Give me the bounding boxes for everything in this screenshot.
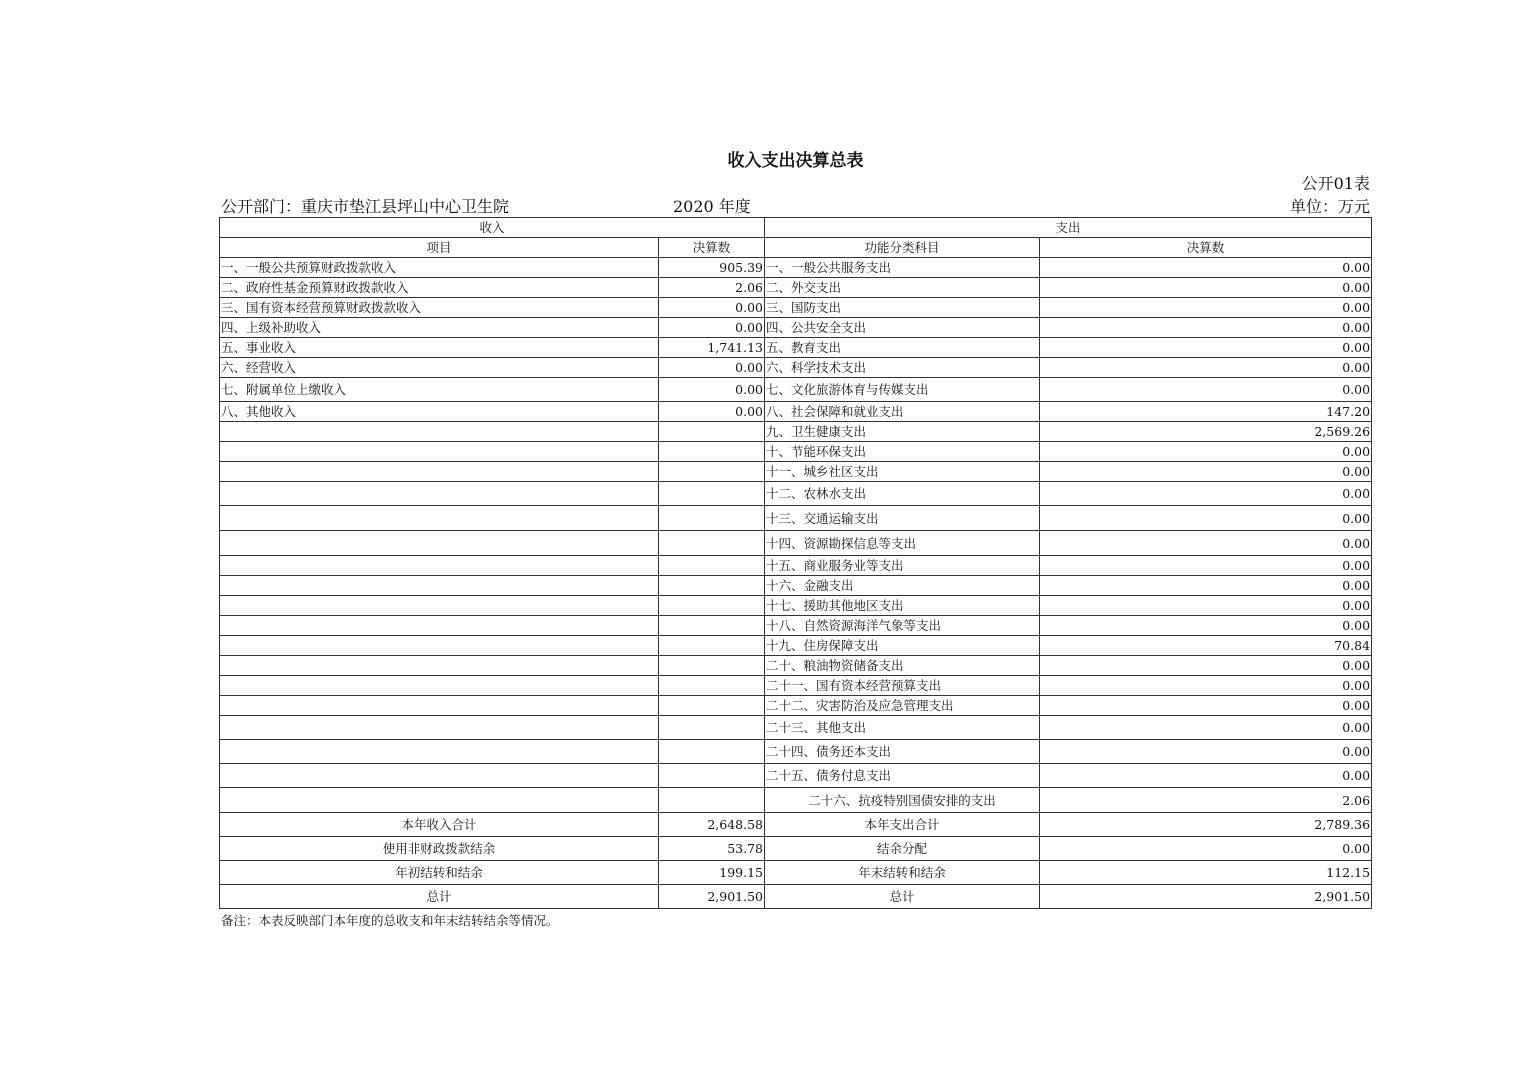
expense-item-header: 功能分类科目 [765,238,1040,258]
footnote: 备注：本表反映部门本年度的总收支和年末结转结余等情况。 [221,913,559,928]
expense-item-cell: 四、公共安全支出 [765,318,1040,338]
table-row [220,656,1372,676]
expense-amount-cell: 0.00 [1040,258,1372,278]
income-item-header: 项目 [220,238,659,258]
income-amount-cell [659,716,765,740]
income-item-cell [220,696,659,716]
income-item-cell [220,636,659,656]
total-row [220,837,1372,861]
income-expense-table [219,217,1372,909]
income-amount-cell: 0.00 [659,298,765,318]
income-amount-cell [659,616,765,636]
expense-item-cell: 二十五、债务付息支出 [765,764,1040,788]
income-item-cell [220,716,659,740]
income-amount-cell: 0.00 [659,358,765,378]
expense-amount-cell: 0.00 [1040,556,1372,576]
expense-amount-cell: 147.20 [1040,402,1372,422]
table-row [220,298,1372,318]
expense-item-cell: 十六、金融支出 [765,576,1040,596]
table-row [220,596,1372,616]
income-item-cell [220,442,659,462]
income-item-cell [220,788,659,813]
expense-amount-cell: 0.00 [1040,338,1372,358]
income-item-cell [220,422,659,442]
income-item-cell: 六、经营收入 [220,358,659,378]
expense-item-cell: 十七、援助其他地区支出 [765,596,1040,616]
table-row [220,764,1372,788]
income-item-cell [220,616,659,636]
income-item-cell: 三、国有资本经营预算财政拨款收入 [220,298,659,318]
expense-item-cell: 十九、住房保障支出 [765,636,1040,656]
expense-item-cell: 十二、农林水支出 [765,482,1040,506]
table-row [220,616,1372,636]
expense-item-cell: 一、一般公共服务支出 [765,258,1040,278]
table-row [220,740,1372,764]
income-item-cell [220,576,659,596]
income-amount-cell [659,656,765,676]
expense-amount-cell: 2.06 [1040,788,1372,813]
income-amount-cell: 0.00 [659,378,765,402]
income-total-value: 53.78 [659,837,765,861]
expense-amount-cell: 2,569.26 [1040,422,1372,442]
expense-item-cell: 二十六、抗疫特别国债安排的支出 [765,788,1040,813]
expense-item-cell: 九、卫生健康支出 [765,422,1040,442]
income-item-cell [220,596,659,616]
department-label: 公开部门：重庆市垫江县坪山中心卫生院 [221,197,510,216]
expense-amount-cell: 0.00 [1040,318,1372,338]
column-header-row [220,238,1372,258]
income-amount-cell [659,462,765,482]
expense-item-cell: 六、科学技术支出 [765,358,1040,378]
income-amount-cell [659,482,765,506]
income-item-cell: 四、上级补助收入 [220,318,659,338]
expense-amount-cell: 0.00 [1040,462,1372,482]
expense-amount-cell: 0.00 [1040,442,1372,462]
expense-item-cell: 二十三、其他支出 [765,716,1040,740]
expense-amount-cell: 0.00 [1040,576,1372,596]
table-row [220,716,1372,740]
income-item-cell [220,656,659,676]
expense-item-cell: 二十二、灾害防治及应急管理支出 [765,696,1040,716]
expense-item-cell: 十八、自然资源海洋气象等支出 [765,616,1040,636]
income-amount-cell: 905.39 [659,258,765,278]
expense-amount-cell: 0.00 [1040,482,1372,506]
table-row [220,636,1372,656]
table-row [220,506,1372,531]
income-item-cell: 七、附属单位上缴收入 [220,378,659,402]
income-total-label: 本年收入合计 [220,813,659,837]
unit-label: 单位：万元 [1289,197,1370,216]
expense-amount-cell: 0.00 [1040,764,1372,788]
expense-item-cell: 二十一、国有资本经营预算支出 [765,676,1040,696]
expense-amount-cell: 0.00 [1040,616,1372,636]
income-item-cell: 一、一般公共预算财政拨款收入 [220,258,659,278]
income-amount-cell [659,556,765,576]
table-row [220,676,1372,696]
income-amount-cell: 2.06 [659,278,765,298]
expense-total-label: 总计 [765,885,1040,909]
income-amount-cell [659,740,765,764]
expense-total-value: 2,901.50 [1040,885,1372,909]
table-row [220,358,1372,378]
income-amount-cell [659,442,765,462]
expense-item-cell: 十一、城乡社区支出 [765,462,1040,482]
expense-amount-cell: 0.00 [1040,740,1372,764]
income-item-cell [220,676,659,696]
expense-item-cell: 十五、商业服务业等支出 [765,556,1040,576]
income-item-cell: 二、政府性基金预算财政拨款收入 [220,278,659,298]
expense-total-label: 年末结转和结余 [765,861,1040,885]
table-row [220,531,1372,556]
table-row [220,696,1372,716]
income-amount-cell: 0.00 [659,318,765,338]
income-amount-cell [659,764,765,788]
income-item-cell [220,482,659,506]
table-row [220,422,1372,442]
expense-item-cell: 二、外交支出 [765,278,1040,298]
expense-amount-cell: 0.00 [1040,696,1372,716]
expense-amount-cell: 0.00 [1040,676,1372,696]
income-amount-cell [659,576,765,596]
report-title: 收入支出决算总表 [727,151,864,171]
table-row [220,318,1372,338]
expense-amount-cell: 0.00 [1040,596,1372,616]
expense-item-cell: 十三、交通运输支出 [765,506,1040,531]
income-item-cell [220,740,659,764]
expense-amount-cell: 0.00 [1040,358,1372,378]
expense-total-value: 112.15 [1040,861,1372,885]
table-row [220,402,1372,422]
expense-total-label: 结余分配 [765,837,1040,861]
expense-amount-cell: 0.00 [1040,278,1372,298]
income-amount-cell [659,696,765,716]
income-amount-cell [659,531,765,556]
income-total-label: 年初结转和结余 [220,861,659,885]
table-row [220,462,1372,482]
expense-section-header: 支出 [765,218,1372,238]
expense-total-value: 2,789.36 [1040,813,1372,837]
expense-amount-cell: 0.00 [1040,716,1372,740]
expense-amount-cell: 0.00 [1040,378,1372,402]
income-amount-cell [659,422,765,442]
expense-amount-header: 决算数 [1040,238,1372,258]
expense-item-cell: 二十、粮油物资储备支出 [765,656,1040,676]
income-amount-cell [659,788,765,813]
income-amount-cell [659,506,765,531]
income-amount-cell [659,676,765,696]
expense-total-label: 本年支出合计 [765,813,1040,837]
expense-item-cell: 二十四、债务还本支出 [765,740,1040,764]
income-item-cell [220,462,659,482]
fiscal-year-label: 2020 年度 [673,197,751,216]
expense-item-cell: 五、教育支出 [765,338,1040,358]
expense-item-cell: 三、国防支出 [765,298,1040,318]
expense-item-cell: 七、文化旅游体育与传媒支出 [765,378,1040,402]
income-amount-cell [659,636,765,656]
income-amount-cell: 0.00 [659,402,765,422]
table-row [220,378,1372,402]
income-amount-cell: 1,741.13 [659,338,765,358]
income-item-cell [220,556,659,576]
income-item-cell: 八、其他收入 [220,402,659,422]
expense-item-cell: 十四、资源勘探信息等支出 [765,531,1040,556]
table-row [220,482,1372,506]
income-total-value: 2,648.58 [659,813,765,837]
income-total-value: 2,901.50 [659,885,765,909]
income-item-cell [220,506,659,531]
total-row [220,813,1372,837]
table-row [220,576,1372,596]
table-row [220,278,1372,298]
expense-item-cell: 十、节能环保支出 [765,442,1040,462]
expense-amount-cell: 0.00 [1040,531,1372,556]
expense-total-value: 0.00 [1040,837,1372,861]
expense-amount-cell: 0.00 [1040,656,1372,676]
table-row [220,258,1372,278]
expense-amount-cell: 0.00 [1040,506,1372,531]
income-amount-cell [659,596,765,616]
expense-amount-cell: 0.00 [1040,298,1372,318]
section-header-row [220,218,1372,238]
income-amount-header: 决算数 [659,238,765,258]
expense-amount-cell: 70.84 [1040,636,1372,656]
table-row [220,338,1372,358]
income-total-value: 199.15 [659,861,765,885]
form-number: 公开01表 [1301,174,1370,193]
income-section-header: 收入 [220,218,765,238]
table-row [220,788,1372,813]
income-item-cell [220,531,659,556]
income-total-label: 使用非财政拨款结余 [220,837,659,861]
expense-item-cell: 八、社会保障和就业支出 [765,402,1040,422]
report-meta [221,194,1370,216]
income-item-cell: 五、事业收入 [220,338,659,358]
total-row [220,885,1372,909]
table-row [220,442,1372,462]
income-total-label: 总计 [220,885,659,909]
table-row [220,556,1372,576]
total-row [220,861,1372,885]
income-item-cell [220,764,659,788]
